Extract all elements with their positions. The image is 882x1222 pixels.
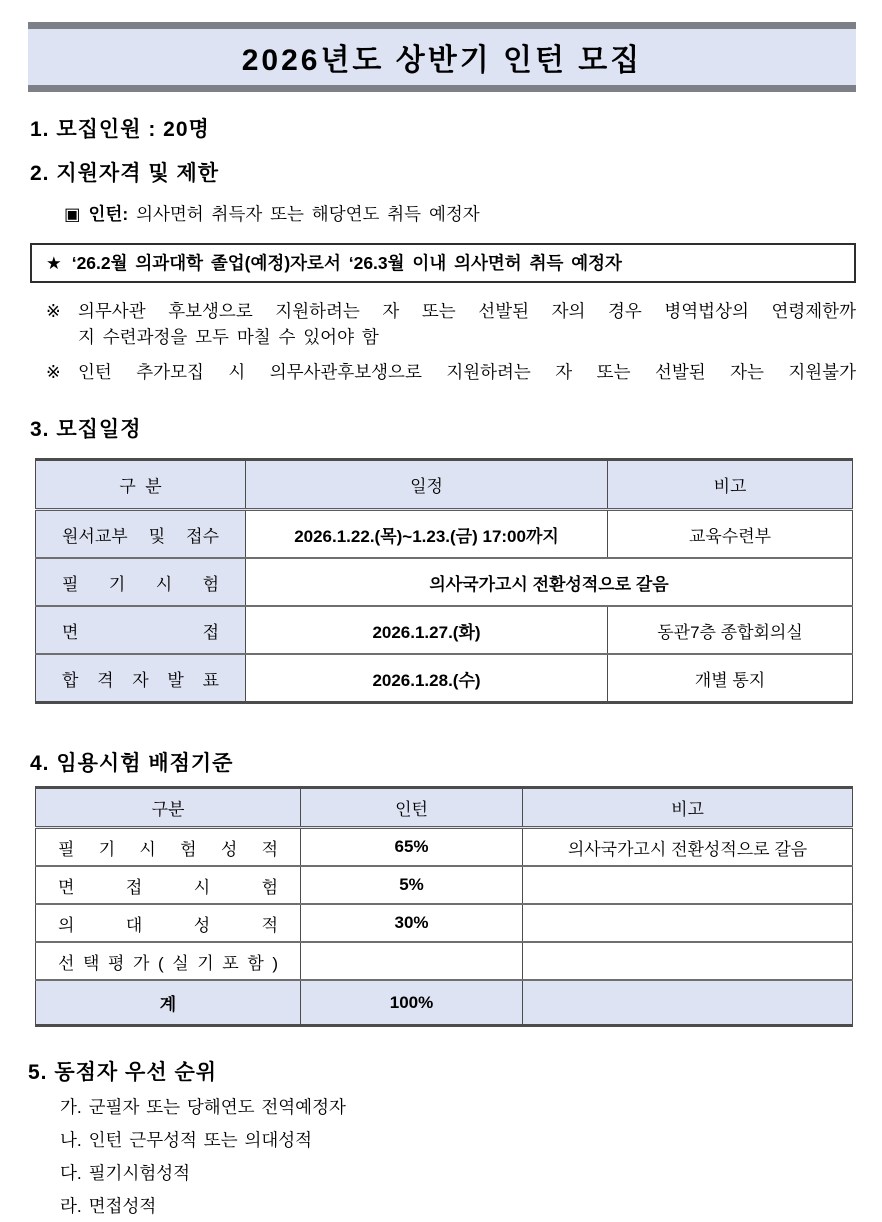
- section-4-heading: 4. 임용시험 배점기준: [30, 752, 234, 775]
- schedule-row-label: 합 격 자 발 표: [36, 654, 246, 703]
- schedule-row-label: 원서교부 및 접수: [36, 510, 246, 559]
- schedule-table: [35, 458, 853, 704]
- banner-top-bar: [28, 22, 856, 29]
- list-item-rank-2: 나. 인턴 근무성적 또는 의대성적: [60, 1130, 313, 1150]
- schedule-header-note: 비고: [608, 460, 853, 510]
- military-note-1-body: [78, 298, 856, 350]
- section-2-heading: 2. 지원자격 및 제한: [30, 162, 220, 185]
- schedule-row-note: 교육수련부: [608, 510, 853, 559]
- table-row: [36, 510, 853, 559]
- table-row: [36, 866, 853, 904]
- star-note-box: [30, 243, 856, 283]
- document-page: [0, 22, 882, 1222]
- scoring-row-note: 의사국가고시 전환성적으로 갈음: [523, 828, 853, 867]
- schedule-header-category: 구 분: [36, 460, 246, 510]
- schedule-row-label: 필 기 시 험: [36, 558, 246, 606]
- list-item-rank-4: 라. 면접성적: [60, 1196, 157, 1216]
- scoring-row-label: 면 접 시 험: [36, 866, 301, 904]
- star-note-text: ‘26.2월 의과대학 졸업(예정)자로서 ‘26.3월 이내 의사면허 취득 예정자: [71, 253, 622, 273]
- scoring-total-row: [36, 980, 853, 1026]
- square-bullet-icon: ▣: [64, 204, 81, 224]
- intern-label: 인턴:: [88, 204, 129, 224]
- page-title: 2026년도 상반기 인턴 모집: [241, 44, 643, 77]
- scoring-row-label: 의 대 성 적: [36, 904, 301, 942]
- military-note-2-body: [78, 359, 856, 385]
- section-3-heading: 3. 모집일정: [30, 418, 142, 441]
- schedule-row-schedule: 의사국가고시 전환성적으로 갈음: [246, 558, 853, 606]
- military-note-1-line-2: 지 수련과정을 모두 마칠 수 있어야 함: [78, 327, 379, 347]
- scoring-row-note: [523, 904, 853, 942]
- scoring-table: [35, 786, 853, 1027]
- table-row: [36, 904, 853, 942]
- scoring-row-label: 필 기 시 험 성 적: [36, 828, 301, 867]
- military-note-2-line: 인턴 추가모집 시 의무사관후보생으로 지원하려는 자 또는 선발된 자는 지원불가: [78, 362, 856, 382]
- list-item-rank-3: 다. 필기시험성적: [60, 1163, 191, 1183]
- schedule-table-header-row: [36, 460, 853, 510]
- section-1-heading: 1. 모집인원 : 20명: [30, 118, 210, 141]
- table-row: [36, 558, 853, 606]
- scoring-header-note: 비고: [523, 788, 853, 828]
- banner-body: [28, 29, 856, 85]
- schedule-row-note: 동관7층 종합회의실: [608, 606, 853, 654]
- scoring-total-value: 100%: [301, 980, 523, 1026]
- military-note-1-line-1: 의무사관 후보생으로 지원하려는 자 또는 선발된 자의 경우 병역법상의 연령제한까: [78, 301, 856, 321]
- schedule-header-schedule: 일정: [246, 460, 608, 510]
- intern-qualification-line: [64, 202, 852, 226]
- table-row: [36, 942, 853, 980]
- section-5-heading: 5. 동점자 우선 순위: [28, 1061, 218, 1084]
- schedule-row-schedule: 2026.1.27.(화): [246, 606, 608, 654]
- scoring-row-note: [523, 942, 853, 980]
- list-item-rank-1: 가. 군필자 또는 당해연도 전역예정자: [60, 1097, 346, 1117]
- scoring-row-label: 선 택 평 가 ( 실 기 포 함 ): [36, 942, 301, 980]
- scoring-row-value: 30%: [301, 904, 523, 942]
- scoring-table-header-row: [36, 788, 853, 828]
- military-note-2: [46, 359, 882, 385]
- schedule-row-label: 면 접: [36, 606, 246, 654]
- table-row: [36, 606, 853, 654]
- schedule-row-schedule: 2026.1.28.(수): [246, 654, 608, 703]
- schedule-row-schedule: 2026.1.22.(목)~1.23.(금) 17:00까지: [246, 510, 608, 559]
- scoring-header-category: 구분: [36, 788, 301, 828]
- scoring-row-note: [523, 866, 853, 904]
- table-row: [36, 828, 853, 867]
- schedule-row-note: 개별 통지: [608, 654, 853, 703]
- scoring-header-intern: 인턴: [301, 788, 523, 828]
- banner-bottom-bar: [28, 85, 856, 92]
- title-banner: [28, 22, 856, 92]
- scoring-row-value: 5%: [301, 866, 523, 904]
- reference-mark-icon: ※: [46, 301, 61, 321]
- scoring-row-value: [301, 942, 523, 980]
- scoring-total-label: 계: [36, 980, 301, 1026]
- star-icon: ★: [46, 253, 62, 273]
- table-row: [36, 654, 853, 703]
- scoring-total-note: [523, 980, 853, 1026]
- scoring-row-value: 65%: [301, 828, 523, 867]
- reference-mark-icon: ※: [46, 362, 61, 382]
- intern-qualification-text: 의사면허 취득자 또는 해당연도 취득 예정자: [136, 204, 480, 224]
- military-note-1: [46, 298, 882, 350]
